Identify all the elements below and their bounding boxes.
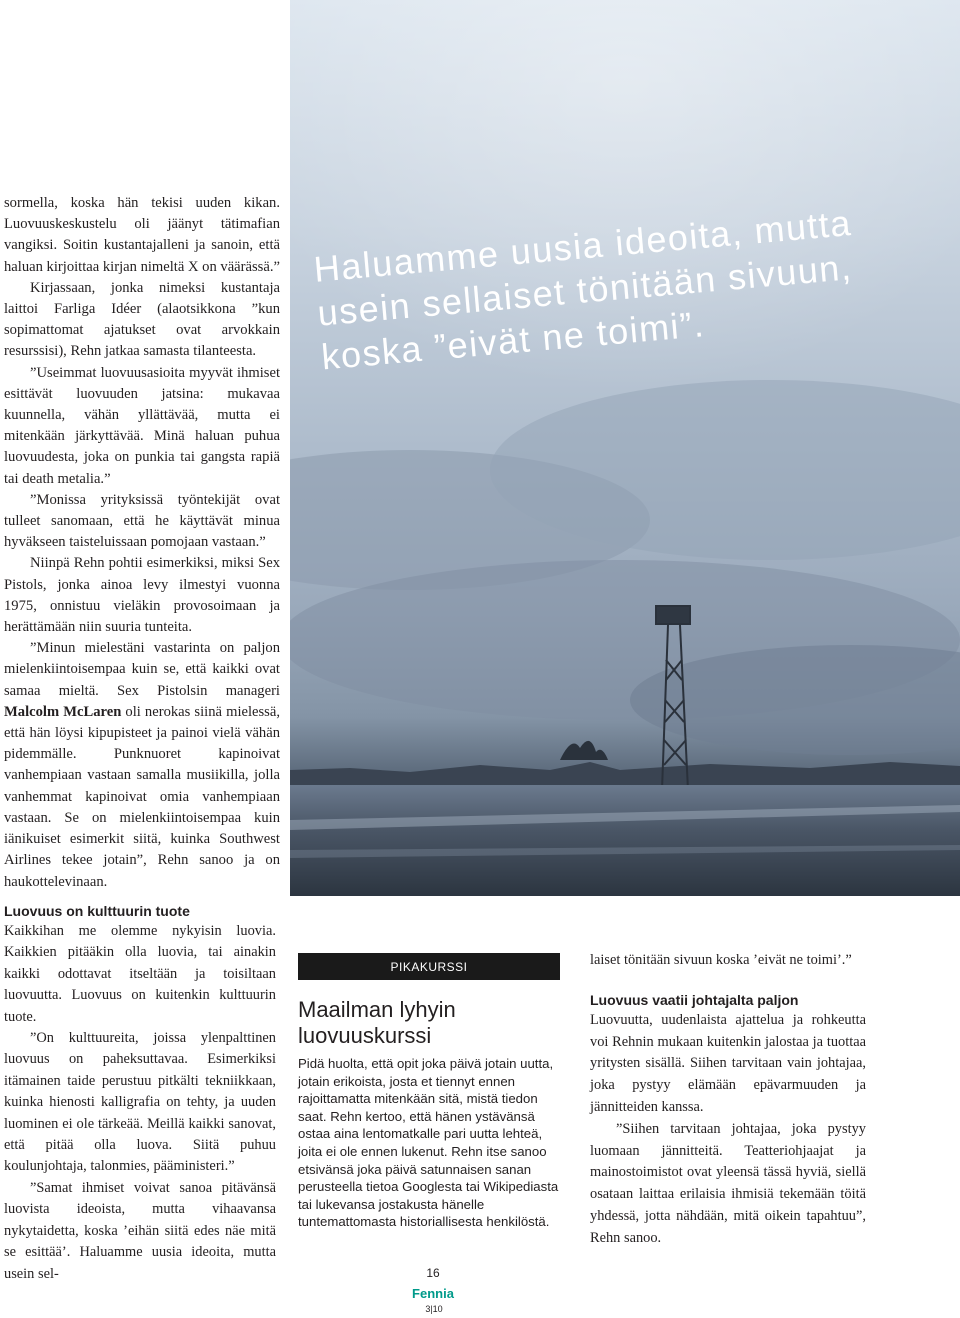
info-box-title: Maailman lyhyin luovuuskurssi — [298, 997, 456, 1048]
paragraph: ”Monissa yrityksissä työntekijät ovat tulleet sanomaan, että he käyttävät minua hyväkseen taisteluissaan pomojaan vastaan.” — [4, 491, 280, 551]
person-name: Malcolm McLaren — [4, 703, 122, 720]
info-box-body: Pidä huolta, että opit joka päivä jotain uutta, jotain erikoista, josta et tiennyt ennen rajoittamatta mitenkään sitä, mistä tiedon saat. Rehn kertoo, että hänen ystävänsä ostaa aina lentomatkalle pari uutta lehteä, joita ei ole ennen lukenut. Rehn itse sanoo etsivänsä joka päivä satunnaisen sanan perusteella tietoa Googlesta tai Wikipediasta tai lukevansa jostakusta hänelle tuntemattomasta historiallisesta henkilöstä. — [298, 1056, 559, 1230]
paragraph — [4, 638, 280, 892]
magazine-name: Fennia — [412, 1286, 454, 1301]
issue-number: 3|10 — [425, 1304, 443, 1314]
paragraph-text: ”Minun mielestäni vastarinta on paljon mielenkiintoisempaa kuin se, että kaikki ovat samaa mieltä. Sex Pistolsin manageri — [4, 640, 280, 699]
article-column-right — [590, 950, 866, 1250]
paragraph-text: oli nerokas siinä mielessä, että hän löysi kipupisteet ja painoi vielä vähän pidemmälle. Punknuoret kapinoivat vanhempiaan vastaan samalla musiikilla, jolla vanhemmat kapinoivat omia vanhempiaan vastaan. Se on mielenkiintoisempaa kuin iänikuiset esimerkit siitä, kuinka Southwest Airlines tekee jotain”, Rehn sanoo ja on haukottelevinaan. — [4, 703, 280, 890]
page-number: 16 — [426, 1266, 440, 1280]
photo-scene — [290, 0, 960, 896]
info-box-label: PIKAKURSSI — [298, 953, 560, 980]
section-heading: Luovuus vaatii johtajalta paljon — [590, 991, 799, 1008]
paragraph: ”On kulttuureita, joissa ylenpalttinen luovuus on paheksuttavaa. Esimerkiksi itämainen taide perustuu pitkälti tekniikkaan, kuinka hienosti kalligrafia on tehty, ja uuden luominen ei ole tärkeää. Meillä kaikki sanovat, että pitää olla luova. Siitä puhuu koulunjohtaja, talonmies, pääministeri.” — [4, 1030, 276, 1175]
pull-quote: Haluamme uusia ideoita, mutta usein sellaiset tönitään sivuun, koska ”eivät ne toimi”. — [312, 201, 854, 378]
paragraph: sormella, koska hän tekisi uuden kikan. Luovuuskeskustelu oli jäänyt tätimafian vangiksi. Soitin kustantajalleni ja sanoin, että haluan kirjoittaa kirjan nimeltä X on väärässä.” — [4, 195, 280, 275]
paragraph: ”Useimmat luovuusasioita myyvät ihmiset esittävät luovuuden jatsina: mukavaa kuunnella, vähän yllättävää, mutta ei mitenkään järkyttävää. Minä haluan puhua luovuudesta, joka on punkia tai gangsta rapiä tai death metalia.” — [4, 364, 280, 487]
article-column-top — [4, 193, 280, 893]
wet-ground — [290, 785, 960, 896]
tree — [560, 741, 608, 760]
paragraph: Niinpä Rehn pohtii esimerkiksi, miksi Sex Pistols, jonka ainoa levy ilmestyi vuonna 1975, onnistuu vieläkin provosoimaan ja herättämään niin suuria tunteita. — [4, 555, 280, 636]
section-heading: Luovuus on kulttuurin tuote — [4, 903, 190, 919]
paragraph: Luovuutta, uudenlaista ajattelua ja rohkeutta voi Rehnin mukaan kuitenkin jalostaa ja tuottaa yritysten sisällä. Siihen tarvitaan vain johtajaa, joka pystyy elämään epävarmuuden ja jännitteiden kanssa. — [590, 1011, 866, 1115]
paragraph: Kirjassaan, jonka nimeksi kustantaja laittoi Farliga Idéer (alaotsikkona ”kun sopimattomat ajatukset ovat arvokkain resurssisi), Rehn jatkaa samasta tilanteesta. — [4, 279, 280, 360]
landscape-photo — [290, 0, 960, 896]
paragraph: ”Siihen tarvitaan johtajaa, joka pystyy luomaan jännitteitä. Teatteriohjaajat ja mainostoimistot ovat yleensä tässä hyviä, siellä osataan laittaa erilaisia ihmisiä tekemään töitä yhdessä, jotta nähdään, mitä oikein tapahtuu”, Rehn sanoo. — [590, 1120, 866, 1246]
paragraph: ”Samat ihmiset voivat sanoa pitävänsä luovista ideoista, mutta vihaavansa nykytaidetta, koska ’eihän siitä edes näe mitä se esittää’. Haluamme uusia ideoita, mutta usein sel- — [4, 1179, 276, 1282]
article-column-bottom-left — [4, 901, 276, 1285]
paragraph: laiset tönitään sivuun koska ’eivät ne toimi’.” — [590, 952, 852, 968]
paragraph: Kaikkihan me olemme nykyisin luovia. Kaikkien pitääkin olla luovia, tai ainakin kaikki odottavat itseltään ja toisiltaan luovuutta. Luovuus on kuitenkin kulttuurin tuote. — [4, 923, 276, 1025]
